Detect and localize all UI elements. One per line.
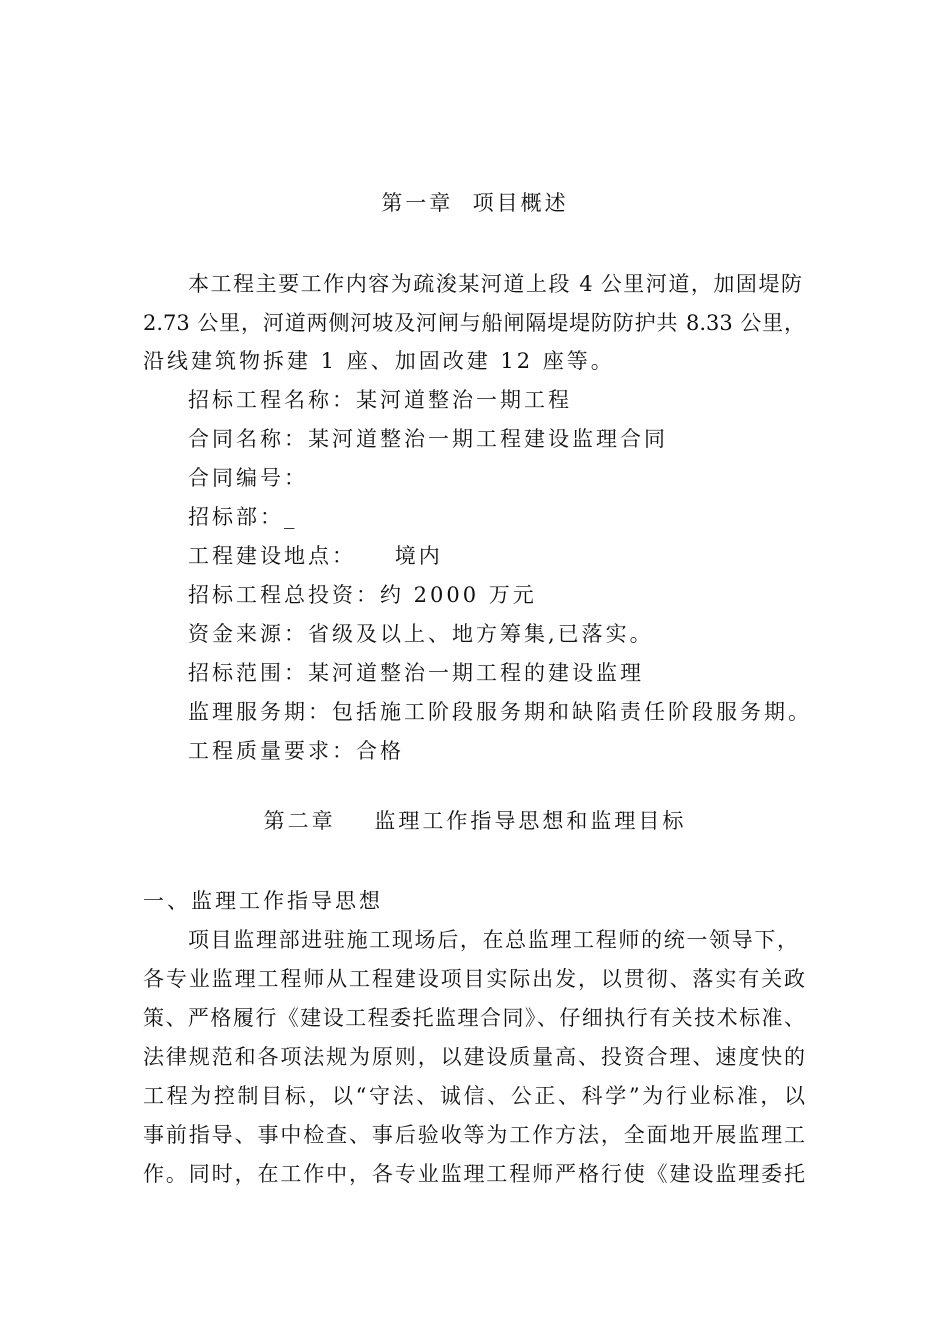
body-line-7: 作。同时，在工作中，各专业监理工程师严格行使《建设监理委托: [143, 1162, 805, 1186]
section-1-title: 一、监理工作指导思想: [143, 889, 383, 913]
field-funding-source: 资金来源：省级及以上、地方筹集,已落实。: [188, 622, 654, 646]
field-service-period: 监理服务期：包括施工阶段服务期和缺陷责任阶段服务期。: [188, 700, 812, 724]
field-contract-name: 合同名称：某河道整治一期工程建设监理合同: [188, 427, 668, 451]
field-total-investment: 招标工程总投资：约 2000 万元: [188, 583, 537, 607]
body-line-4: 法律规范和各项法规为原则，以建设质量高、投资合理、速度快的: [143, 1045, 805, 1069]
body-line-5: 工程为控制目标，以“守法、诚信、公正、科学”为行业标准，以: [143, 1084, 805, 1108]
intro-line-2: 2.73 公里，河道两侧河坡及河闸与船闸隔堤堤防防护共 8.33 公里，: [143, 311, 805, 335]
chapter-2-title: 第二章 监理工作指导思想和监理目标: [263, 809, 687, 833]
field-construction-site: 工程建设地点： 境内: [188, 544, 443, 568]
field-tender-dept: 招标部：_: [188, 505, 298, 529]
body-line-1: 项目监理部进驻施工现场后，在总监理工程师的统一领导下，: [188, 928, 798, 952]
body-line-6: 事前指导、事中检查、事后验收等为工作方法，全面地开展监理工: [143, 1123, 805, 1147]
field-contract-number: 合同编号：: [188, 466, 308, 490]
field-quality-requirement: 工程质量要求：合格: [188, 739, 404, 763]
body-line-3: 策、严格履行《建设工程委托监理合同》、仔细执行有关技术标准、: [143, 1006, 805, 1030]
field-tender-scope: 招标范围：某河道整治一期工程的建设监理: [188, 661, 644, 685]
intro-line-3: 沿线建筑物拆建 1 座、加固改建 12 座等。: [143, 349, 615, 373]
body-line-2: 各专业监理工程师从工程建设项目实际出发，以贯彻、落实有关政: [143, 967, 805, 991]
field-project-name: 招标工程名称：某河道整治一期工程: [188, 388, 572, 412]
chapter-1-title: 第一章 项目概述: [381, 191, 569, 215]
intro-line-1: 本工程主要工作内容为疏浚某河道上段 4 公里河道，加固堤防: [188, 272, 802, 296]
